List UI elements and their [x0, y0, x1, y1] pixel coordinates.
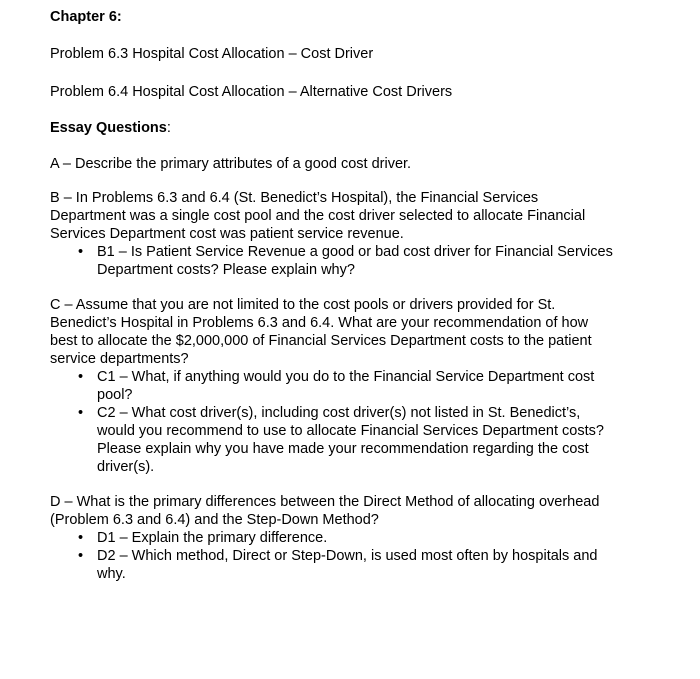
subquestion-c1-line: C1 – What, if anything would you do to the Financial Service Department cost — [97, 369, 595, 385]
subquestion-d1-line: D1 – Explain the primary difference. — [97, 530, 328, 546]
question-a: A – Describe the primary attributes of a good cost driver. — [50, 156, 412, 172]
subquestion-b1 — [50, 243, 660, 279]
subquestion-d1 — [50, 529, 660, 547]
bullet-icon: • — [78, 244, 84, 260]
question-d-line: (Problem 6.3 and 6.4) and the Step-Down Method? — [50, 512, 379, 528]
subquestion-d2-line: D2 – Which method, Direct or Step-Down, is used most often by hospitals and — [97, 548, 598, 564]
question-b — [50, 189, 660, 279]
bullet-icon: • — [78, 530, 84, 546]
chapter-heading: Chapter 6: — [50, 9, 122, 25]
question-b-line: B – In Problems 6.3 and 6.4 (St. Benedict’s Hospital), the Financial Services — [50, 190, 539, 206]
question-c-line: best to allocate the $2,000,000 of Financial Services Department costs to the patient — [50, 333, 592, 349]
question-c-subquestions — [50, 368, 660, 476]
problem-6-3: Problem 6.3 Hospital Cost Allocation – Cost Driver — [50, 46, 374, 62]
bullet-icon: • — [78, 369, 84, 385]
question-d — [50, 493, 660, 583]
essay-heading-colon: : — [166, 120, 171, 136]
subquestion-d2 — [50, 547, 660, 583]
question-b-line: Department was a single cost pool and the cost driver selected to allocate Financial — [50, 208, 586, 224]
subquestion-c2-line: driver(s). — [97, 459, 155, 475]
question-c-line: C – Assume that you are not limited to the cost pools or drivers provided for St. — [50, 297, 556, 313]
subquestion-b1-line: Department costs? Please explain why? — [97, 262, 355, 278]
question-c-line: Benedict’s Hospital in Problems 6.3 and 6.4. What are your recommendation of how — [50, 315, 589, 331]
essay-heading-text: Essay Questions — [50, 120, 167, 136]
subquestion-b1-line: B1 – Is Patient Service Revenue a good or bad cost driver for Financial Services — [97, 244, 613, 260]
question-b-line: Services Department cost was patient service revenue. — [50, 226, 404, 242]
subquestion-c1-line: pool? — [97, 387, 133, 403]
question-c — [50, 296, 660, 476]
bullet-icon: • — [78, 405, 84, 421]
subquestion-d2-line: why. — [97, 566, 126, 582]
question-d-line: D – What is the primary differences between the Direct Method of allocating overhead — [50, 494, 600, 510]
subquestion-c2-line: would you recommend to use to allocate Financial Services Department costs? — [97, 423, 604, 439]
subquestion-c2 — [50, 404, 660, 476]
subquestion-c1 — [50, 368, 660, 404]
question-d-subquestions — [50, 529, 660, 583]
question-b-subquestions — [50, 243, 660, 279]
essay-questions-heading — [50, 119, 660, 137]
document-page — [50, 8, 660, 583]
question-c-line: service departments? — [50, 351, 189, 367]
subquestion-c2-line: Please explain why you have made your recommendation regarding the cost — [97, 441, 589, 457]
bullet-icon: • — [78, 548, 84, 564]
problem-6-4: Problem 6.4 Hospital Cost Allocation – Alternative Cost Drivers — [50, 84, 453, 100]
subquestion-c2-line: C2 – What cost driver(s), including cost driver(s) not listed in St. Benedict’s, — [97, 405, 581, 421]
